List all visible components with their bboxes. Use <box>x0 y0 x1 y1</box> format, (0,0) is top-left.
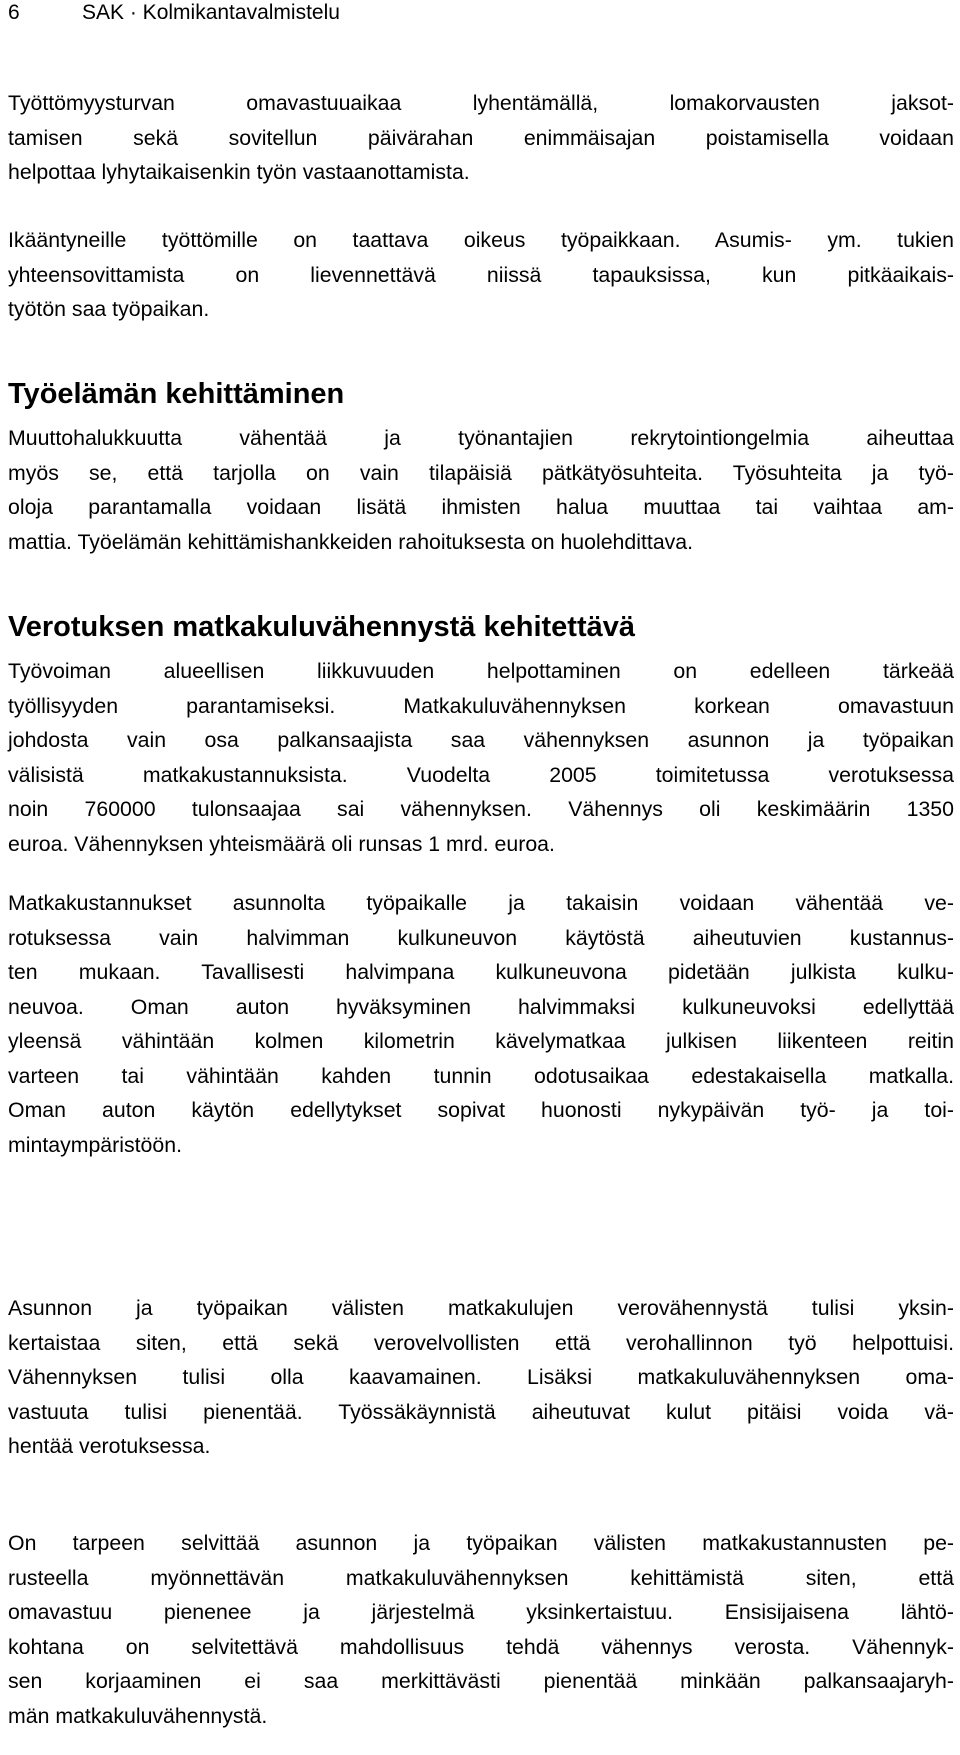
paragraph-2 <box>8 223 954 327</box>
text-line: johdosta vain osa palkansaajista saa vähennyksen asunnon ja työpaikan <box>8 728 954 752</box>
text-line: välisistä matkakustannuksista. Vuodelta 2005 toimitetussa verotuksessa <box>8 762 954 787</box>
text-line: omavastuu pienenee ja järjestelmä yksinkertaistuu. Ensisijaisena lähtö- <box>8 1600 954 1624</box>
text-line: On tarpeen selvittää asunnon ja työpaikan välisten matkakustannusten pe- <box>8 1531 954 1555</box>
text-line: ten mukaan. Tavallisesti halvimpana kulkuneuvona pidetään julkista kulku- <box>8 960 954 984</box>
text-line: tamisen sekä sovitellun päivärahan enimmäisajan poistamisella voidaan <box>8 125 954 150</box>
paragraph-1 <box>8 86 954 190</box>
text-line: Työttömyysturvan omavastuuaikaa lyhentämällä, lomakorvausten jaksot- <box>8 91 954 115</box>
text-line: rusteella myönnettävän matkakuluvähennyksen kehittämistä siten, että <box>8 1565 954 1590</box>
paragraph-3 <box>8 421 954 559</box>
text-line: noin 760000 tulonsaajaa sai vähennyksen. Vähennys oli keskimäärin 1350 <box>8 797 954 821</box>
text-line: työllisyyden parantamiseksi. Matkakuluvähennyksen korkean omavastuun <box>8 693 954 718</box>
text-line: euroa. Vähennyksen yhteismäärä oli runsas 1 mrd. euroa. <box>8 831 555 856</box>
text-line: mintaympäristöön. <box>8 1132 182 1157</box>
text-line: män matkakuluvähennystä. <box>8 1703 268 1728</box>
text-line: neuvoa. Oman auton hyväksyminen halvimmaksi kulkuneuvoksi edellyttää <box>8 994 954 1019</box>
running-title: SAK · Kolmikantavalmistelu <box>82 1 340 24</box>
section-heading-verotuksen-matkakuluvahennys: Verotuksen matkakuluvähennystä kehitettävä <box>8 611 635 643</box>
paragraph-6 <box>8 1291 954 1464</box>
text-line: Muuttohalukkuutta vähentää ja työnantajien rekrytointiongelmia aiheuttaa <box>8 426 954 450</box>
text-line: rotuksessa vain halvimman kulkuneuvon käytöstä aiheutuvien kustannus- <box>8 925 954 950</box>
section-heading-tyoelaman-kehittaminen: Työelämän kehittäminen <box>8 378 345 410</box>
paragraph-7 <box>8 1526 954 1733</box>
text-line: yleensä vähintään kolmen kilometrin kävelymatkaa julkisen liikenteen reitin <box>8 1029 954 1053</box>
text-line: myös se, että tarjolla on vain tilapäisiä pätkätyösuhteita. Työsuhteita ja työ- <box>8 460 954 485</box>
text-line: varteen tai vähintään kahden tunnin odotusaikaa edestakaisella matkalla. <box>8 1063 954 1088</box>
text-line: vastuuta tulisi pienentää. Työssäkäynnistä aiheutuvat kulut pitäisi voida vä- <box>8 1399 954 1424</box>
text-line: Matkakustannukset asunnolta työpaikalle ja takaisin voidaan vähentää ve- <box>8 891 954 915</box>
page-number: 6 <box>8 1 20 24</box>
text-line: Oman auton käytön edellytykset sopivat huonosti nykypäivän työ- ja toi- <box>8 1098 954 1122</box>
text-line: yhteensovittamista on lievennettävä niissä tapauksissa, kun pitkäaikais- <box>8 262 954 287</box>
paragraph-5 <box>8 886 954 1162</box>
text-line: työtön saa työpaikan. <box>8 297 210 321</box>
paragraph-4 <box>8 654 954 861</box>
text-line: Asunnon ja työpaikan välisten matkakulujen verovähennystä tulisi yksin- <box>8 1296 954 1320</box>
text-line: kohtana on selvitettävä mahdollisuus tehdä vähennys verosta. Vähennyk- <box>8 1634 954 1659</box>
text-line: sen korjaaminen ei saa merkittävästi pienentää minkään palkansaajaryh- <box>8 1669 954 1693</box>
text-line: Työvoiman alueellisen liikkuvuuden helpottaminen on edelleen tärkeää <box>8 659 954 683</box>
text-line: Ikääntyneille työttömille on taattava oikeus työpaikkaan. Asumis- ym. tukien <box>8 228 954 252</box>
page-header <box>8 0 340 26</box>
text-line: helpottaa lyhytaikaisenkin työn vastaanottamista. <box>8 160 470 184</box>
text-line: kertaistaa siten, että sekä verovelvollisten että verohallinnon työ helpottuisi. <box>8 1330 954 1355</box>
text-line: hentää verotuksessa. <box>8 1434 211 1458</box>
text-line: Vähennyksen tulisi olla kaavamainen. Lisäksi matkakuluvähennyksen oma- <box>8 1365 954 1389</box>
text-line: mattia. Työelämän kehittämishankkeiden rahoituksesta on huolehdittava. <box>8 529 694 554</box>
text-line: oloja parantamalla voidaan lisätä ihmisten halua muuttaa tai vaihtaa am- <box>8 495 954 519</box>
